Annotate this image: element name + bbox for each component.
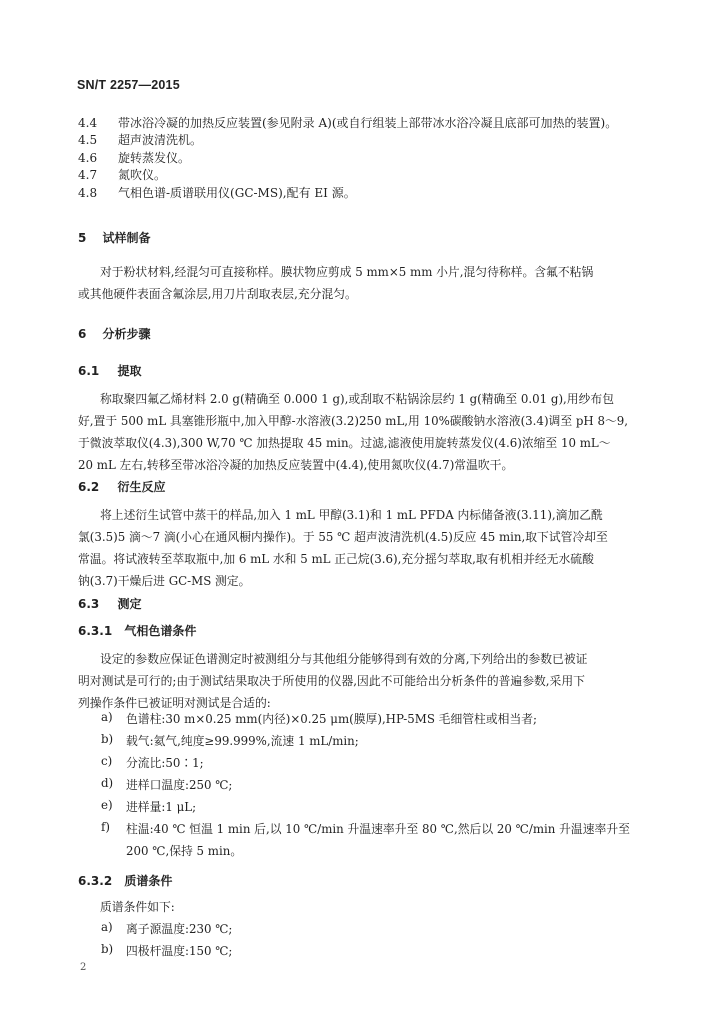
list-item-label: d) [101, 776, 114, 790]
list-item-text: 离子源温度:230 ℃; [126, 922, 233, 936]
standard-code-header: SN/T 2257—2015 [77, 78, 180, 92]
section-title: 衍生反应 [117, 480, 166, 494]
section-title: 气相色谱条件 [124, 624, 197, 638]
section-number: 6.1 [78, 364, 100, 378]
list-item-label: b) [101, 942, 114, 956]
item-number: 4.4 [78, 116, 98, 130]
section-5-paragraph [78, 261, 644, 305]
list-item-text: 分流比:50∶1; [126, 756, 204, 770]
equipment-item-text: 气相色谱-质谱联用仪(GC-MS),配有 EI 源。 [118, 186, 356, 200]
section-6-heading [78, 325, 151, 342]
item-number: 4.6 [78, 151, 98, 165]
section-title: 试样制备 [102, 231, 151, 245]
paragraph-line: 明对测试是可行的;由于测试结果取决于所使用的仪器,因此不可能给出分析条件的普遍参数,采用下 [78, 674, 585, 688]
paragraph-line: 好,置于 500 mL 具塞锥形瓶中,加入甲醇-水溶液(3.2)250 mL,用 10%碳酸钠水溶液(3.4)调至 pH 8～9, [78, 414, 629, 428]
list-item-text: 柱温:40 ℃ 恒温 1 min 后,以 10 ℃/min 升温速率升至 80 ℃,然后以 20 ℃/min 升温速率升至 [126, 822, 630, 836]
section-6-1-paragraph [78, 388, 644, 476]
equipment-item-text: 超声波清洗机。 [118, 133, 203, 147]
item-number: 4.5 [78, 133, 98, 147]
section-number: 6.3.2 [78, 874, 113, 888]
section-title: 质谱条件 [124, 874, 173, 888]
section-6-3-1-heading [78, 622, 196, 639]
paragraph-line: 氯(3.5)5 滴～7 滴(小心在通风橱内操作)。于 55 ℃ 超声波清洗机(4.5)反应 45 min,取下试管冷却至 [78, 530, 608, 544]
section-number: 6 [78, 327, 87, 341]
section-6-2-heading [78, 478, 165, 495]
section-number: 5 [78, 231, 87, 245]
paragraph-line: 钠(3.7)干燥后进 GC-MS 测定。 [78, 574, 251, 588]
list-item-text: 色谱柱:30 m×0.25 mm(内径)×0.25 μm(膜厚),HP-5MS 毛细管柱或相当者; [126, 712, 538, 726]
list-item-text: 载气:氦气,纯度≥99.999%,流速 1 mL/min; [126, 734, 359, 748]
list-item-label: f) [101, 820, 110, 834]
paragraph-line: 对于粉状材料,经混匀可直接称样。膜状物应剪成 5 mm×5 mm 小片,混匀待称样。含氟不粘锅 [100, 265, 594, 279]
list-item-label: b) [101, 732, 114, 746]
equipment-item-text: 氮吹仪。 [118, 168, 167, 182]
list-item-text: 进样口温度:250 ℃; [126, 778, 233, 792]
paragraph-line: 称取聚四氟乙烯材料 2.0 g(精确至 0.000 1 g),或刮取不粘锅涂层约 1 g(精确至 0.01 g),用纱布包 [100, 392, 614, 406]
section-6-3-2-heading [78, 872, 172, 889]
section-number: 6.3 [78, 597, 100, 611]
section-6-1-heading [78, 362, 141, 379]
list-item-text: 四极杆温度:150 ℃; [126, 944, 233, 958]
section-6-2-paragraph [78, 504, 644, 592]
section-6-3-2-intro: 质谱条件如下: [100, 900, 175, 914]
paragraph-line: 于微波萃取仪(4.3),300 W,70 ℃ 加热提取 45 min。过滤,滤液使用旋转蒸发仪(4.6)浓缩至 10 mL～ [78, 436, 611, 450]
list-item-continuation: 200 ℃,保持 5 min。 [126, 844, 243, 858]
paragraph-line: 将上述衍生试管中蒸干的样品,加入 1 mL 甲醇(3.1)和 1 mL PFDA 内标储备液(3.11),滴加乙酰 [100, 508, 603, 522]
section-title: 提取 [117, 364, 142, 378]
section-title: 分析步骤 [102, 327, 151, 341]
section-number: 6.3.1 [78, 624, 113, 638]
list-item-label: c) [101, 754, 113, 768]
equipment-item-text: 带冰浴冷凝的加热反应装置(参见附录 A)(或自行组装上部带冰水浴冷凝且底部可加热的装置)。 [118, 116, 618, 130]
list-item-label: a) [101, 920, 113, 934]
paragraph-line: 设定的参数应保证色谱测定时被测组分与其他组分能够得到有效的分离,下列给出的参数已被证 [100, 652, 588, 666]
paragraph-line: 列操作条件已被证明对测试是合适的: [78, 696, 271, 710]
section-5-heading [78, 229, 151, 246]
item-number: 4.8 [78, 186, 98, 200]
section-6-3-heading [78, 595, 141, 612]
item-number: 4.7 [78, 168, 98, 182]
section-title: 测定 [117, 597, 142, 611]
list-item-label: a) [101, 710, 113, 724]
paragraph-line: 20 mL 左右,转移至带冰浴冷凝的加热反应装置中(4.4),使用氮吹仪(4.7)常温吹干。 [78, 458, 514, 472]
paragraph-line: 或其他硬件表面含氟涂层,用刀片刮取表层,充分混匀。 [78, 287, 357, 301]
page-number: 2 [80, 962, 87, 973]
paragraph-line: 常温。将试液转至萃取瓶中,加 6 mL 水和 5 mL 正己烷(3.6),充分摇匀萃取,取有机相并经无水硫酸 [78, 552, 594, 566]
list-item-text: 进样量:1 μL; [126, 800, 197, 814]
section-number: 6.2 [78, 480, 100, 494]
section-6-3-1-paragraph [78, 648, 644, 714]
list-item-label: e) [101, 798, 113, 812]
equipment-item-text: 旋转蒸发仪。 [118, 151, 191, 165]
